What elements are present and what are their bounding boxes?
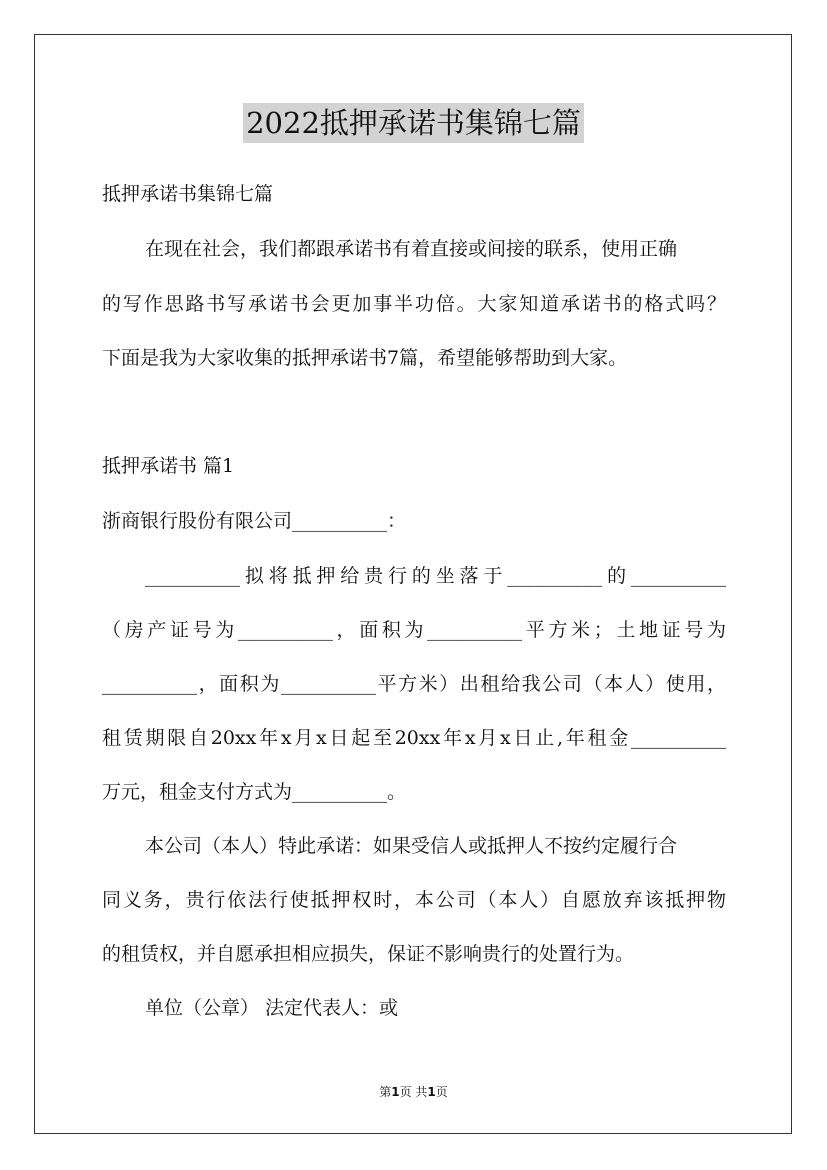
para1-line-3: __________，面积为__________平方米）出租给我公司（本人）使用， (102, 673, 726, 695)
footer-page-current: 1 (391, 1085, 400, 1099)
addressee-line: 浙商银行股份有限公司__________： (102, 510, 407, 532)
para1-line-1: __________拟将抵押给贵行的坐落于__________的__________ (145, 565, 726, 587)
footer-mid: 页 共 (399, 1085, 428, 1099)
document-subtitle: 抵押承诺书集锦七篇 (102, 183, 274, 205)
para1-line-2: （房产证号为__________，面积为__________平方米；土地证号为 (102, 619, 726, 641)
intro-line-3: 下面是我为大家收集的抵押承诺书7篇，希望能够帮助到大家。 (102, 347, 628, 369)
title-container (0, 103, 827, 143)
footer-suffix: 页 (435, 1085, 448, 1099)
section-heading: 抵押承诺书 篇1 (102, 455, 235, 477)
intro-line-1: 在现在社会，我们都跟承诺书有着直接或间接的联系，使用正确 (145, 238, 678, 260)
para1-line-4: 租赁期限自20xx年x月x日起至20xx年x月x日止,年租金__________ (102, 727, 726, 749)
footer-page-total: 1 (427, 1085, 436, 1099)
para1-line-5: 万元，租金支付方式为__________。 (102, 781, 407, 803)
footer-prefix: 第 (379, 1085, 392, 1099)
intro-line-2: 的写作思路书写承诺书会更加事半功倍。大家知道承诺书的格式吗？ (102, 293, 726, 315)
para2-line-2: 同义务，贵行依法行使抵押权时，本公司（本人）自愿放弃该抵押物 (102, 889, 726, 911)
signature-line: 单位（公章） 法定代表人：或 (145, 997, 399, 1019)
para2-line-3: 的租赁权，并自愿承担相应损失，保证不影响贵行的处置行为。 (102, 943, 635, 965)
document-title: 2022抵押承诺书集锦七篇 (243, 103, 584, 143)
para2-line-1: 本公司（本人）特此承诺：如果受信人或抵押人不按约定履行合 (145, 835, 678, 857)
page-footer (0, 1083, 827, 1101)
